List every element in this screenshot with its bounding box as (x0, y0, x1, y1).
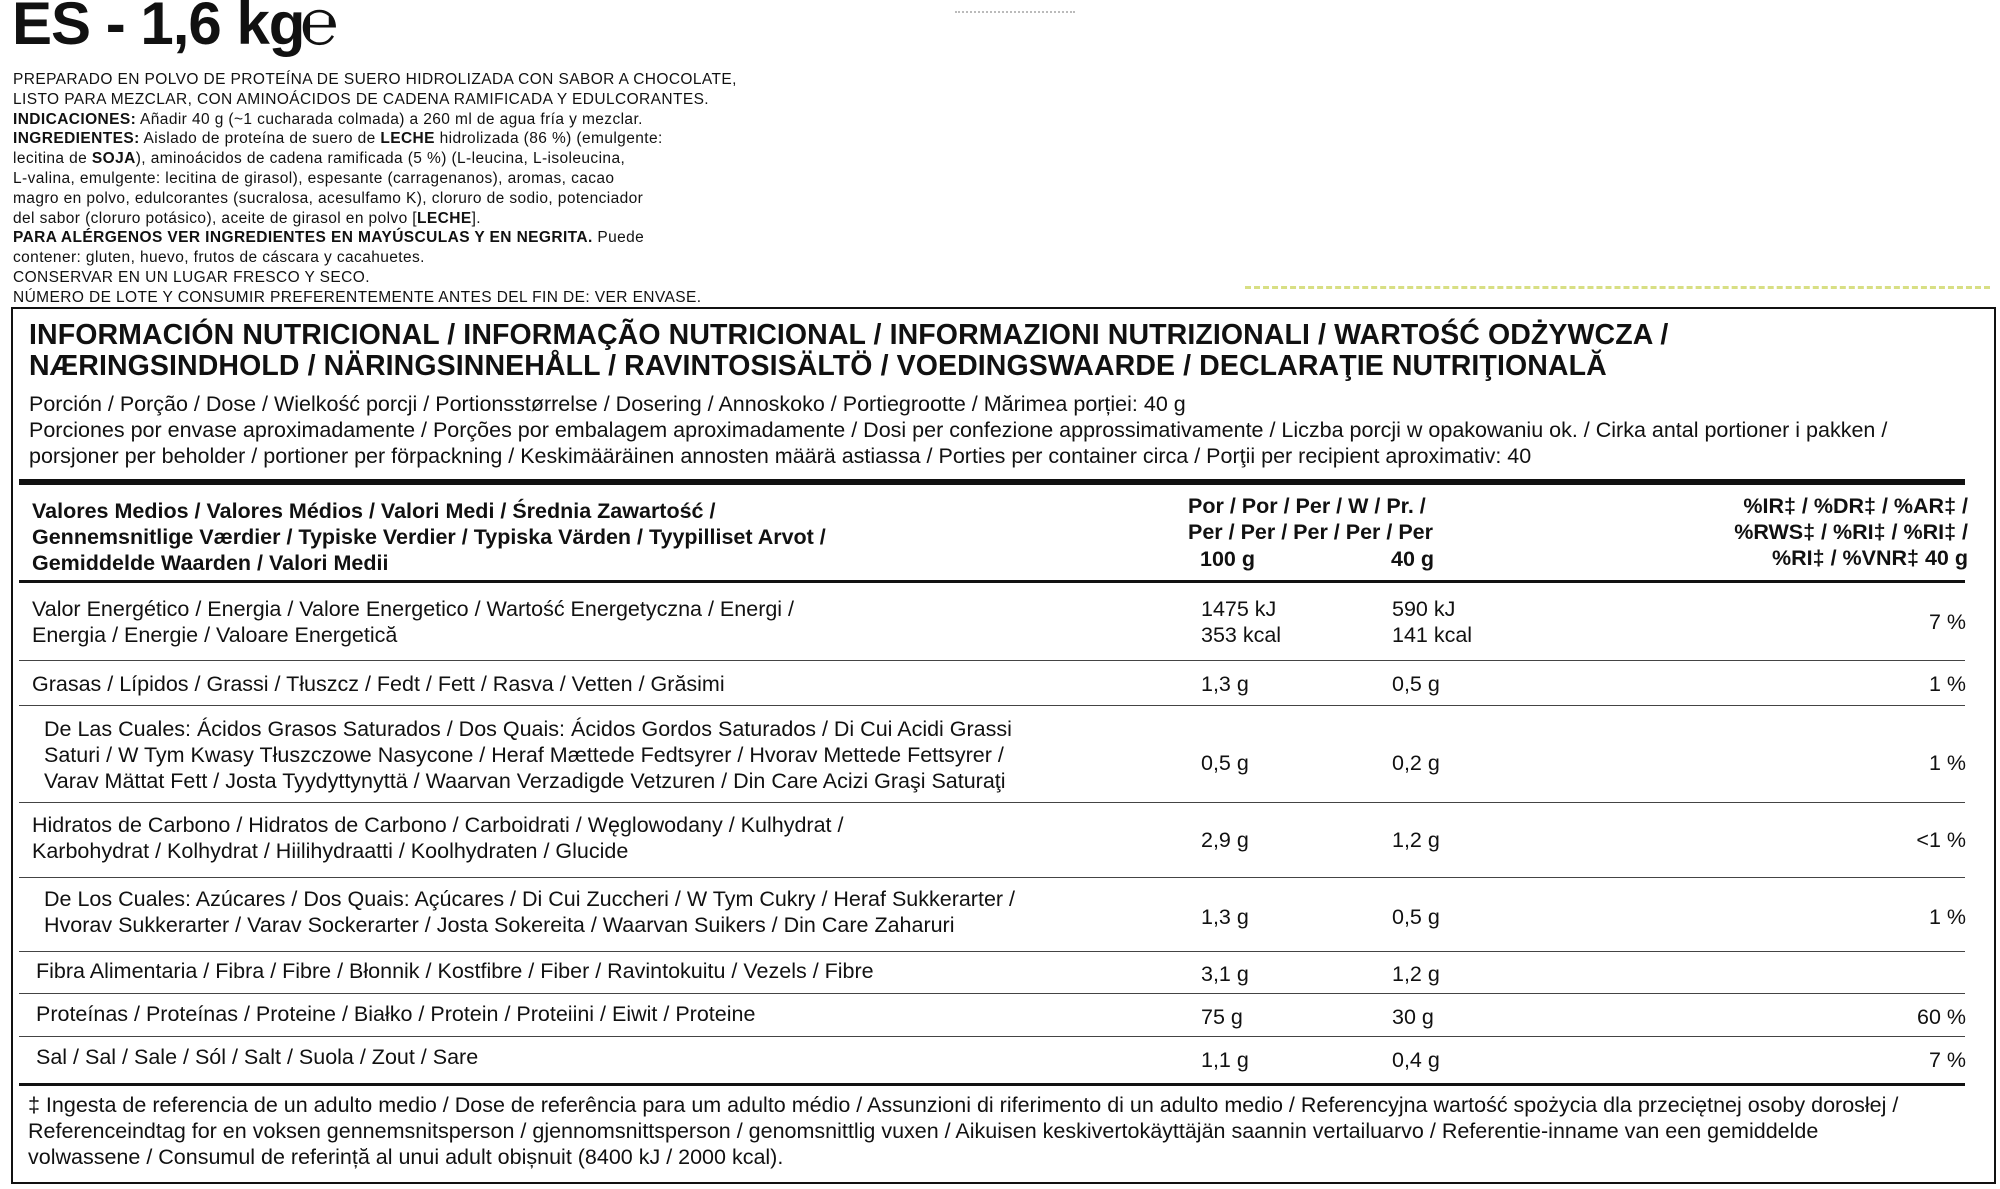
nutrient-name: De Las Cuales: Ácidos Grasos Saturados / Dos Quais: Ácidos Gordos Saturados / Di Cui Acidi Grassi Saturi / W Tym Kwasy Tłuszczowe Nasycone / Heraf Mættede Fedtsyrer / Hvorav Mettede Fettsyrer / Varav Mättat Fett / Josta Tyydyttynyttä / Waarvan Verzadigde Vetzuren / Din Care Acizi Graşi Saturaţi (44, 717, 1012, 793)
lot-info: NÚMERO DE LOTE Y CONSUMIR PREFERENTEMENTE ANTES DEL FIN DE: VER ENVASE. (13, 288, 702, 306)
column-header-per: Por / Por / Per / W / Pr. / Per / Per / Per / Per / Per (1188, 494, 1434, 544)
row-divider (19, 877, 1965, 878)
row-divider (19, 660, 1965, 661)
nutrition-title: NÆRINGSINDHOLD / NÄRINGSINNEHÅLL / RAVINTOSISÄLTÖ / VOEDINGSWAARDE / DECLARAŢIE NUTRIŢIONALĂ (29, 350, 1607, 382)
reference-intake-footnote: ‡ Ingesta de referencia de un adulto medio / Dose de referência para um adulto médio / Assunzioni di riferimento di un adulto medio / Referencyjna wartość spożycia dla przeciętnej osoby dorosłej / Referenceindtag for en voksen gennemsnitsperson / gjennomsnittsperson / genomsnittlig vuxen / Aikuisen keskivertokäyttäjän saannin vertailuarvo / Referentie-inname van een gemiddelde volwassene / Consumul de referință al unui adult obișnuit (8400 kJ / 2000 kcal). (28, 1093, 1899, 1169)
column-header-100g: 100 g (1200, 547, 1255, 571)
nutrient-name: Hidratos de Carbono / Hidratos de Carbono / Carboidrati / Węglowodany / Kulhydrat / Karbohydrat / Kolhydrat / Hiilihydraatti / Koolhydraten / Glucide (32, 813, 844, 863)
value-per-100g: 75 g (1201, 1005, 1243, 1029)
portion-size: Porción / Porção / Dose / Wielkość porcji / Portionsstørrelse / Dosering / Annoskoko / Portiegrootte / Mărimea porției: 40 g (29, 392, 1186, 416)
table-top-rule (19, 479, 1965, 485)
value-per-40g: 1,2 g (1392, 828, 1440, 852)
column-header-ri: %IR‡ / %DR‡ / %AR‡ / %RWS‡ / %RI‡ / %RI‡ / %RI‡ / %VNR‡ 40 g (1734, 494, 1968, 570)
value-per-100g: 1,1 g (1201, 1048, 1249, 1072)
row-divider (19, 993, 1965, 994)
value-per-100g: 0,5 g (1201, 751, 1249, 775)
ri-percent: 1 % (1928, 751, 1966, 775)
allergens: contener: gluten, huevo, frutos de cáscara y cacahuetes. (13, 249, 425, 267)
value-per-40g: 0,4 g (1392, 1048, 1440, 1072)
table-bottom-rule (19, 1083, 1965, 1086)
storage-instructions: CONSERVAR EN UN LUGAR FRESCO Y SECO. (13, 268, 370, 286)
value-per-100g: 1475 kJ 353 kcal (1201, 597, 1282, 647)
nutrition-title: INFORMACIÓN NUTRICIONAL / INFORMAÇÃO NUTRICIONAL / INFORMAZIONI NUTRIZIONALI / WARTOŚĆ ODŻYWCZA / (29, 319, 1669, 351)
nutrient-name: Sal / Sal / Sale / Sól / Salt / Suola / Zout / Sare (36, 1045, 479, 1069)
nutrient-name: De Los Cuales: Azúcares / Dos Quais: Açúcares / Di Cui Zuccheri / W Tym Cukry / Heraf Sukkerarter / Hvorav Sukkerarter / Varav Sockerarter / Josta Sokereita / Waarvan Suikers / Din Care Zaharuri (44, 887, 1016, 937)
net-weight: ES - 1,6 kg (12, 0, 305, 57)
decorative-divider (955, 11, 1075, 13)
header-rule (19, 580, 1965, 583)
ri-percent: 7 % (1928, 1048, 1966, 1072)
column-header-label: Valores Medios / Valores Médios / Valori Medi / Średnia Zawartość / Gennemsnitlige Værdier / Typiske Verdier / Typiska Värden / Tyypilliset Arvot / Gemiddelde Waarden / Valori Medii (32, 499, 826, 575)
product-description: LISTO PARA MEZCLAR, CON AMINOÁCIDOS DE CADENA RAMIFICADA Y EDULCORANTES. (13, 90, 710, 108)
ingredients: L-valina, emulgente: lecitina de girasol), espesante (carragenanos), aromas, cacao (13, 169, 615, 187)
ingredients: del sabor (cloruro potásico), aceite de girasol en polvo [LECHE]. (13, 209, 481, 227)
ri-percent: 60 % (1916, 1005, 1966, 1029)
ingredients: INGREDIENTES: Aislado de proteína de suero de LECHE hidrolizada (86 %) (emulgente: (13, 130, 663, 148)
ri-percent: 7 % (1928, 610, 1966, 634)
estimated-sign-icon: ℮ (300, 0, 339, 58)
value-per-100g: 1,3 g (1201, 905, 1249, 929)
row-divider (19, 802, 1965, 803)
decorative-divider (1245, 286, 1990, 289)
value-per-40g: 0,2 g (1392, 751, 1440, 775)
value-per-100g: 3,1 g (1201, 962, 1249, 986)
value-per-40g: 0,5 g (1392, 905, 1440, 929)
indications: INDICACIONES: Añadir 40 g (~1 cucharada colmada) a 260 ml de agua fría y mezclar. (13, 110, 643, 128)
row-divider (19, 951, 1965, 952)
nutrient-name: Grasas / Lípidos / Grassi / Tłuszcz / Fedt / Fett / Rasva / Vetten / Grăsimi (32, 672, 725, 696)
value-per-100g: 2,9 g (1201, 828, 1249, 852)
product-label-text (13, 70, 753, 308)
ri-percent: 1 % (1928, 672, 1966, 696)
value-per-40g: 30 g (1392, 1005, 1434, 1029)
row-divider (19, 705, 1965, 706)
row-divider (19, 1036, 1965, 1037)
servings-per-container: porsjoner per beholder / portioner per förpackning / Keskimääräinen annosten määrä astiassa / Porties per container circa / Porţii per recipient aproximativ: 40 (29, 444, 1532, 468)
value-per-100g: 1,3 g (1201, 672, 1249, 696)
servings-per-container: Porciones por envase aproximadamente / Porções por embalagem aproximadamente / Dosi per confezione approssimativamente / Liczba porcji w opakowaniu ok. / Cirka antal portioner i pakken / (29, 418, 1888, 442)
ingredients: lecitina de SOJA), aminoácidos de cadena ramificada (5 %) (L-leucina, L-isoleucina, (13, 150, 626, 168)
allergens: PARA ALÉRGENOS VER INGREDIENTES EN MAYÚSCULAS Y EN NEGRITA. Puede (13, 229, 645, 247)
ri-percent: <1 % (1916, 828, 1966, 852)
value-per-40g: 1,2 g (1392, 962, 1440, 986)
value-per-40g: 0,5 g (1392, 672, 1440, 696)
ingredients: magro en polvo, edulcorantes (sucralosa, acesulfamo K), cloruro de sodio, potenciador (13, 189, 644, 207)
nutrient-name: Valor Energético / Energia / Valore Energetico / Wartość Energetyczna / Energi / Energia / Energie / Valoare Energetică (32, 597, 795, 647)
nutrient-name: Proteínas / Proteínas / Proteine / Białko / Protein / Proteiini / Eiwit / Proteine (36, 1002, 756, 1026)
column-header-40g: 40 g (1391, 547, 1435, 571)
value-per-40g: 590 kJ 141 kcal (1392, 597, 1473, 647)
nutrient-name: Fibra Alimentaria / Fibra / Fibre / Błonnik / Kostfibre / Fiber / Ravintokuitu / Vezels / Fibre (36, 959, 874, 983)
ri-percent: 1 % (1928, 905, 1966, 929)
product-description: PREPARADO EN POLVO DE PROTEÍNA DE SUERO HIDROLIZADA CON SABOR A CHOCOLATE, (13, 71, 737, 88)
